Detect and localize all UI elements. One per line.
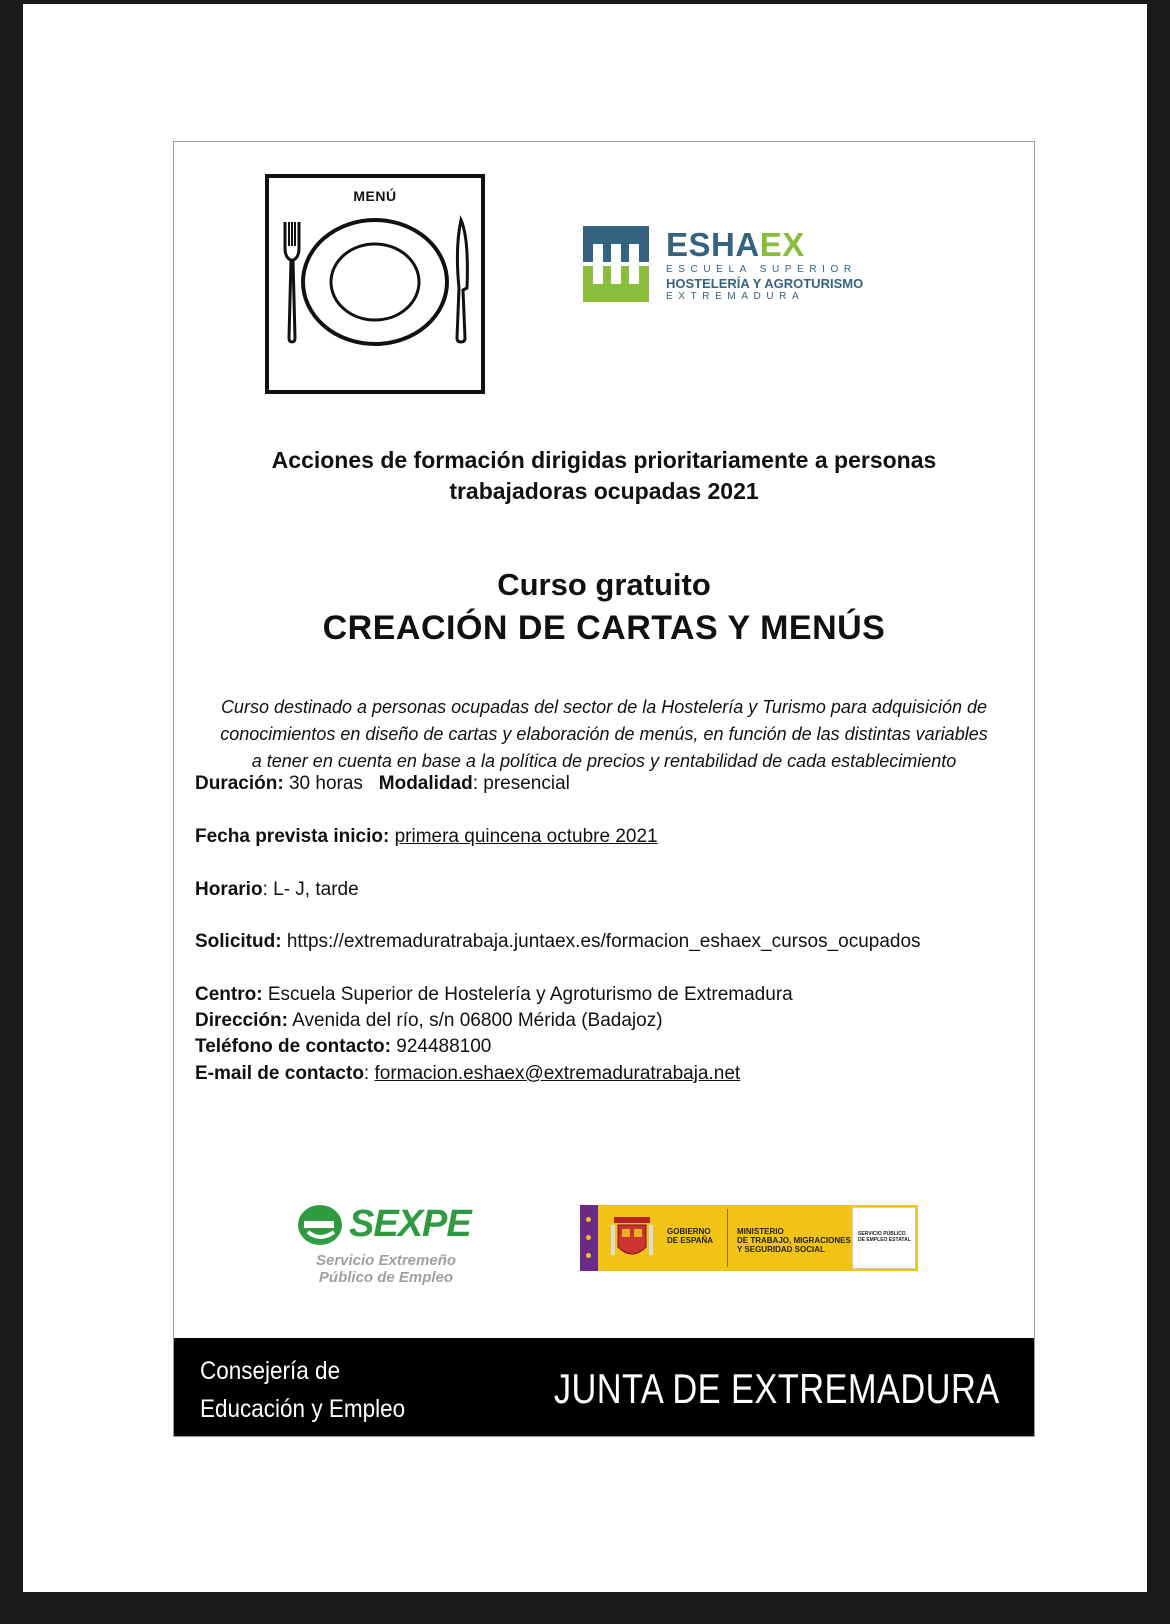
plate-cutlery-icon bbox=[269, 178, 481, 390]
eshaex-line3: EXTREMADURA bbox=[666, 291, 805, 302]
spain-coat-of-arms-icon bbox=[610, 1211, 654, 1265]
center: Centro: Escuela Superior de Hostelería y Agroturismo de Extremadura bbox=[195, 984, 793, 1005]
gov-divider bbox=[727, 1209, 728, 1267]
phone: Teléfono de contacto: 924488100 bbox=[195, 1036, 492, 1057]
eu-flag-icon bbox=[580, 1205, 598, 1271]
application-url: Solicitud: https://extremaduratrabaja.juntaex.es/formacion_eshaex_cursos_ocupados bbox=[195, 931, 921, 952]
menu-label: MENÚ bbox=[353, 188, 397, 204]
course-description: Curso destinado a personas ocupadas del sector de la Hostelería y Turismo para adquisición de conocimientos en diseño de cartas y elaboración de menús, en función de las distintas variables a tener en cuenta en base a la política de precios y rentabilidad de cada establecimiento bbox=[220, 697, 988, 771]
email-link[interactable]: formacion.eshaex@extremaduratrabaja.net bbox=[374, 1063, 741, 1084]
course-poster bbox=[173, 141, 1035, 1437]
course-name: CREACIÓN DE CARTAS Y MENÚS bbox=[322, 609, 886, 647]
email: E-mail de contacto: formacion.eshaex@extremaduratrabaja.net bbox=[195, 1063, 741, 1084]
eshaex-line1: ESCUELA SUPERIOR bbox=[666, 264, 857, 275]
eshaex-name: ESHAEX bbox=[666, 226, 805, 263]
ministerio-text: MINISTERIO DE TRABAJO, MIGRACIONES Y SEGURIDAD SOCIAL bbox=[737, 1227, 851, 1254]
start-date: Fecha prevista inicio: primera quincena octubre 2021 bbox=[195, 826, 658, 847]
footer-banner bbox=[174, 1338, 1034, 1436]
address: Dirección: Avenida del río, s/n 06800 Mérida (Badajoz) bbox=[195, 1010, 663, 1031]
sexpe-e-icon bbox=[296, 1202, 346, 1248]
sexpe-subtitle: Servicio Extremeño Público de Empleo bbox=[315, 1252, 457, 1286]
application-link[interactable]: https://extremaduratrabaja.juntaex.es/formacion_eshaex_cursos_ocupados bbox=[281, 931, 921, 952]
course-title bbox=[174, 563, 1034, 650]
duration-modality: Duración: 30 horas Modalidad: presencial bbox=[195, 773, 570, 794]
program-heading: Acciones de formación dirigidas prioritariamente a personas trabajadoras ocupadas 2021 bbox=[271, 447, 937, 504]
sexpe-logo bbox=[294, 1202, 471, 1292]
eshaex-emblem-icon bbox=[583, 226, 653, 306]
sexpe-name: SEXPE bbox=[349, 1203, 471, 1245]
sepe-text: SERVICIO PÚBLICO DE EMPLEO ESTATAL bbox=[858, 1231, 911, 1243]
document-sheet bbox=[23, 4, 1147, 1592]
eshaex-line2: HOSTELERÍA Y AGROTURISMO bbox=[666, 276, 864, 291]
course-subtitle: Curso gratuito bbox=[497, 567, 711, 602]
menu-plate-icon bbox=[265, 174, 485, 394]
gobierno-text: GOBIERNO DE ESPAÑA bbox=[667, 1227, 714, 1245]
schedule: Horario: L- J, tarde bbox=[195, 879, 359, 900]
consejeria-text: Consejería de Educación y Empleo bbox=[200, 1357, 406, 1423]
gobierno-espana-logo bbox=[580, 1205, 918, 1271]
eshaex-logo bbox=[583, 226, 883, 316]
junta-extremadura-text: JUNTA DE EXTREMADURA bbox=[554, 1365, 1000, 1412]
